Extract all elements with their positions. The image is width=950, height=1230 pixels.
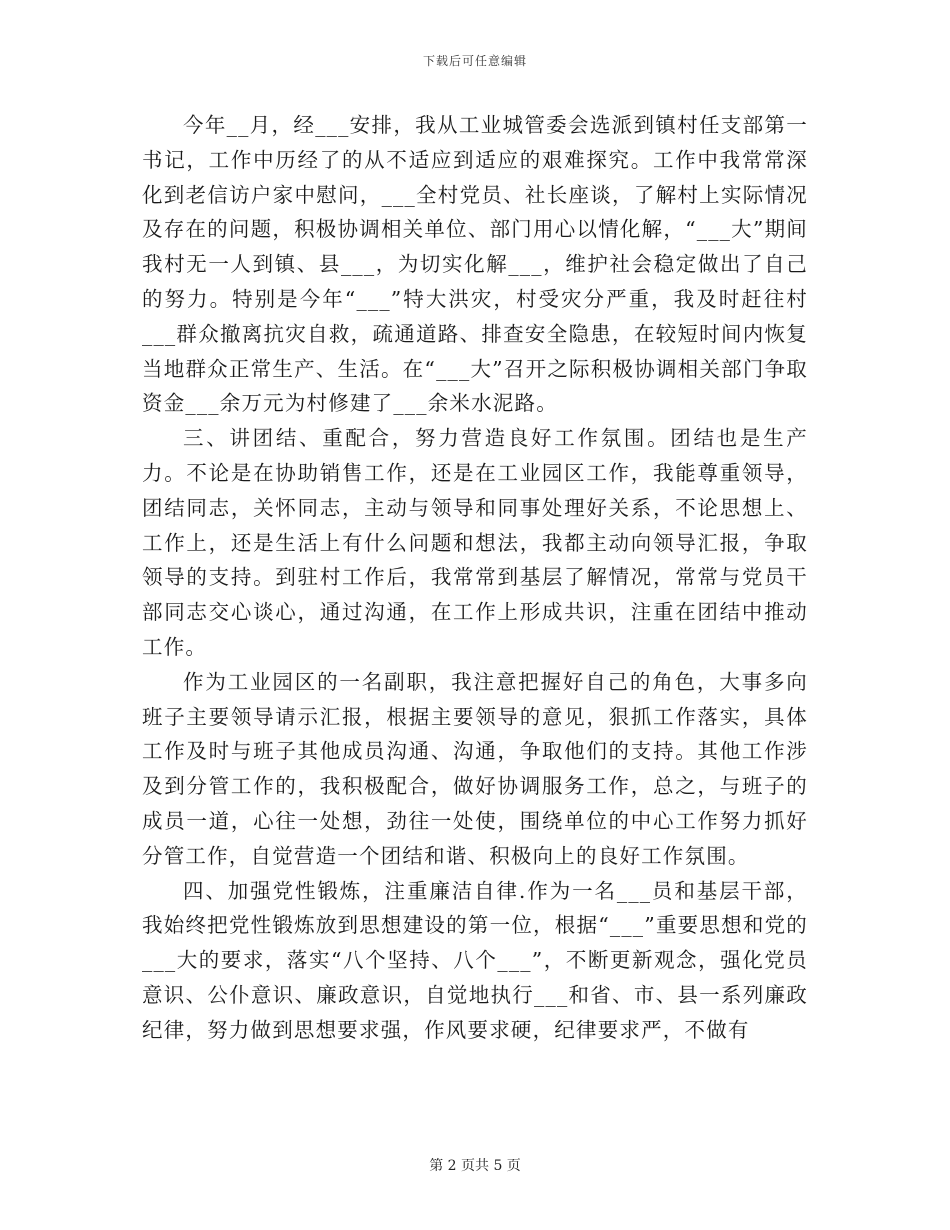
paragraph: 四、加强党性锻炼，注重廉洁自律.作为一名___员和基层干部，我始终把党性锻炼放到思想建设的第一位，根据“___”重要思想和党的___大的要求，落实“八个坚持、八个___”，不断更新观念，强化党员意识、公仆意识、廉政意识，自觉地执行___和省、市、县一系列廉政纪律，努力做到思想要求强，作风要求硬，纪律要求严，不做有: [142, 878, 808, 1042]
document-body: [142, 108, 808, 1048]
paragraph: 作为工业园区的一名副职，我注意把握好自己的角色，大事多向班子主要领导请示汇报，根据主要领导的意见，狠抓工作落实，具体工作及时与班子其他成员沟通、沟通，争取他们的支持。其他工作涉及到分管工作的，我积极配合，做好协调服务工作，总之，与班子的成员一道，心往一处想，劲往一处使，围绕单位的中心工作努力抓好分管工作，自觉营造一个团结和谐、积极向上的良好工作氛围。: [142, 669, 808, 868]
paragraph: 三、讲团结、重配合，努力营造良好工作氛围。团结也是生产力。不论是在协助销售工作，还是在工业园区工作，我能尊重领导，团结同志，关怀同志，主动与领导和同事处理好关系，不论思想上、工作上，还是生活上有什么问题和想法，我都主动向领导汇报，争取领导的支持。到驻村工作后，我常常到基层了解情况，常常与党员干部同志交心谈心，通过沟通，在工作上形成共识，注重在团结中推动工作。: [142, 426, 808, 659]
paragraph: 今年__月，经___安排，我从工业城管委会选派到镇村任支部第一书记，工作中历经了的从不适应到适应的艰难探究。工作中我常常深化到老信访户家中慰问，___全村党员、社长座谈，了解村上实际情况及存在的问题，积极协调相关单位、部门用心以情化解，“___大”期间我村无一人到镇、县___，为切实化解___，维护社会稳定做出了自己的努力。特别是今年“___”特大洪灾，村受灾分严重，我及时赶往村___群众撤离抗灾自救，疏通道路、排查安全隐患，在较短时间内恢复当地群众正常生产、生活。在“___大”召开之际积极协调相关部门争取资金___余万元为村修建了___余米水泥路。: [142, 113, 808, 416]
page-header-note: 下载后可任意编辑: [422, 54, 527, 68]
page-number: 第 2 页共 5 页: [429, 1158, 521, 1174]
